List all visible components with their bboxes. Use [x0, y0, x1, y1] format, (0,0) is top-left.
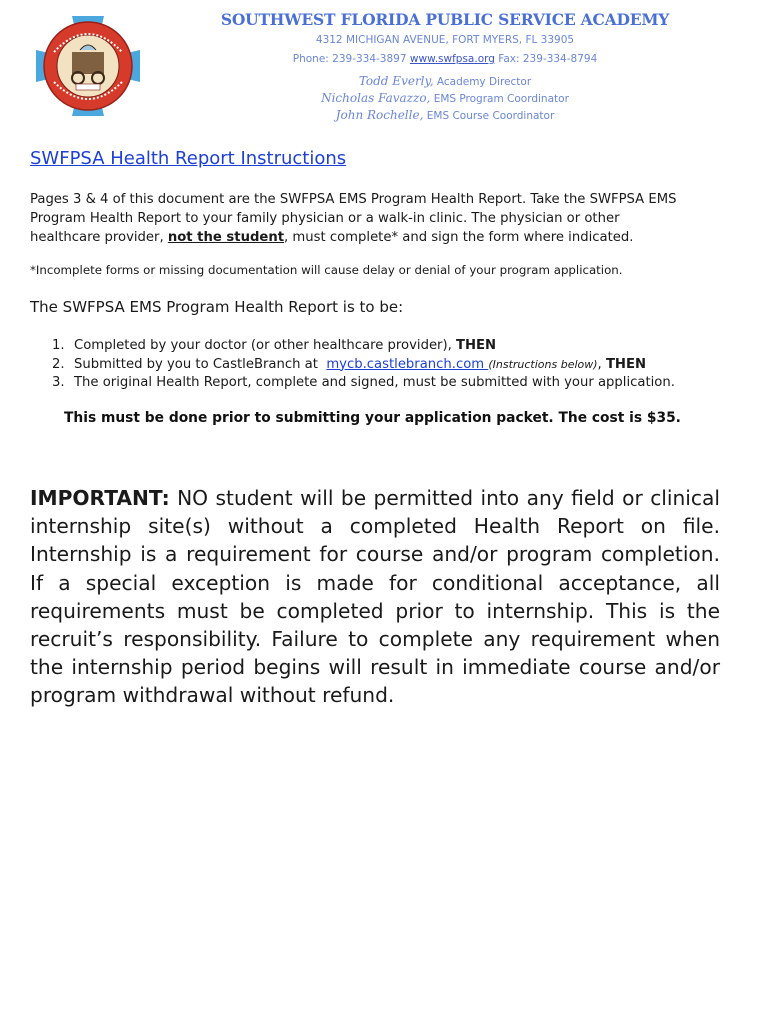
staff-list — [170, 73, 720, 124]
deadline-notice: This must be done prior to submitting your application packet. The cost is $35. — [64, 410, 681, 426]
staff-entry — [170, 73, 720, 90]
staff-role: EMS Course Coordinator — [426, 110, 555, 122]
steps-intro: The SWFPSA EMS Program Health Report is to be: — [30, 298, 404, 316]
fax-number: Fax: 239-334-8794 — [498, 53, 598, 65]
staff-name: Nicholas Favazzo, — [321, 91, 431, 105]
list-item — [52, 356, 732, 375]
step-text: Submitted by you to CastleBranch at — [74, 356, 327, 372]
important-notice — [30, 484, 720, 710]
staff-name: John Rochelle, — [335, 108, 424, 122]
contact-line — [170, 51, 720, 67]
paragraph-text: Pages 3 & 4 of this document are the SWFPSA EMS Program Health Report. Take the SWFPSA EMS Program Health Report to your family physician or a walk-in clinic. The physician or other healthcare provider, — [30, 192, 677, 245]
address-line: 4312 MICHIGAN AVENUE, FORT MYERS, FL 33905 — [315, 34, 575, 46]
list-item — [52, 337, 732, 356]
step-text: Completed by your doctor (or other healthcare provider), — [74, 338, 457, 353]
letterhead — [170, 8, 720, 124]
list-item — [52, 374, 732, 393]
staff-entry — [170, 90, 720, 107]
academy-seal-logo — [32, 12, 144, 120]
steps-list — [52, 337, 732, 393]
paragraph-text-end: , must complete* and sign the form where indicated. — [284, 230, 634, 245]
step-number: 2. — [52, 356, 65, 372]
step-text: The original Health Report, complete and signed, must be submitted with your application. — [74, 375, 675, 390]
staff-role: EMS Program Coordinator — [433, 93, 569, 105]
step-number: 1. — [52, 338, 65, 353]
page-title: SWFPSA Health Report Instructions — [30, 148, 347, 169]
emphasis-text: not the student — [167, 230, 285, 245]
phone-number: Phone: 239-334-3897 — [292, 53, 407, 65]
website-link[interactable]: www.swfpsa.org — [409, 53, 495, 65]
then-label: THEN — [605, 356, 647, 372]
instructions-note: (Instructions below) — [488, 357, 598, 371]
organization-name: SOUTHWEST FLORIDA PUBLIC SERVICE ACADEMY — [220, 10, 670, 29]
separator: , — [597, 356, 606, 372]
step-number: 3. — [52, 375, 65, 390]
staff-role: Academy Director — [436, 76, 532, 88]
then-label: THEN — [456, 338, 497, 353]
staff-name: Todd Everly, — [358, 74, 434, 88]
important-label: IMPORTANT: — [30, 486, 170, 510]
castlebranch-link[interactable]: mycb.castlebranch.com — [326, 356, 489, 372]
important-text: NO student will be permitted into any field or clinical internship site(s) without a completed Health Report on file. Internship is a requirement for course and/or program completion. If a special exception is made for conditional acceptance, all requirements must be completed prior to internship. This is the recruit’s responsibility. Failure to complete any requirement when the internship period begins will result in immediate course and/or program withdrawal without refund. — [30, 486, 720, 708]
incomplete-note: *Incomplete forms or missing documentation will cause delay or denial of your program application. — [30, 263, 623, 277]
staff-entry — [170, 107, 720, 124]
instructions-paragraph — [30, 190, 690, 247]
